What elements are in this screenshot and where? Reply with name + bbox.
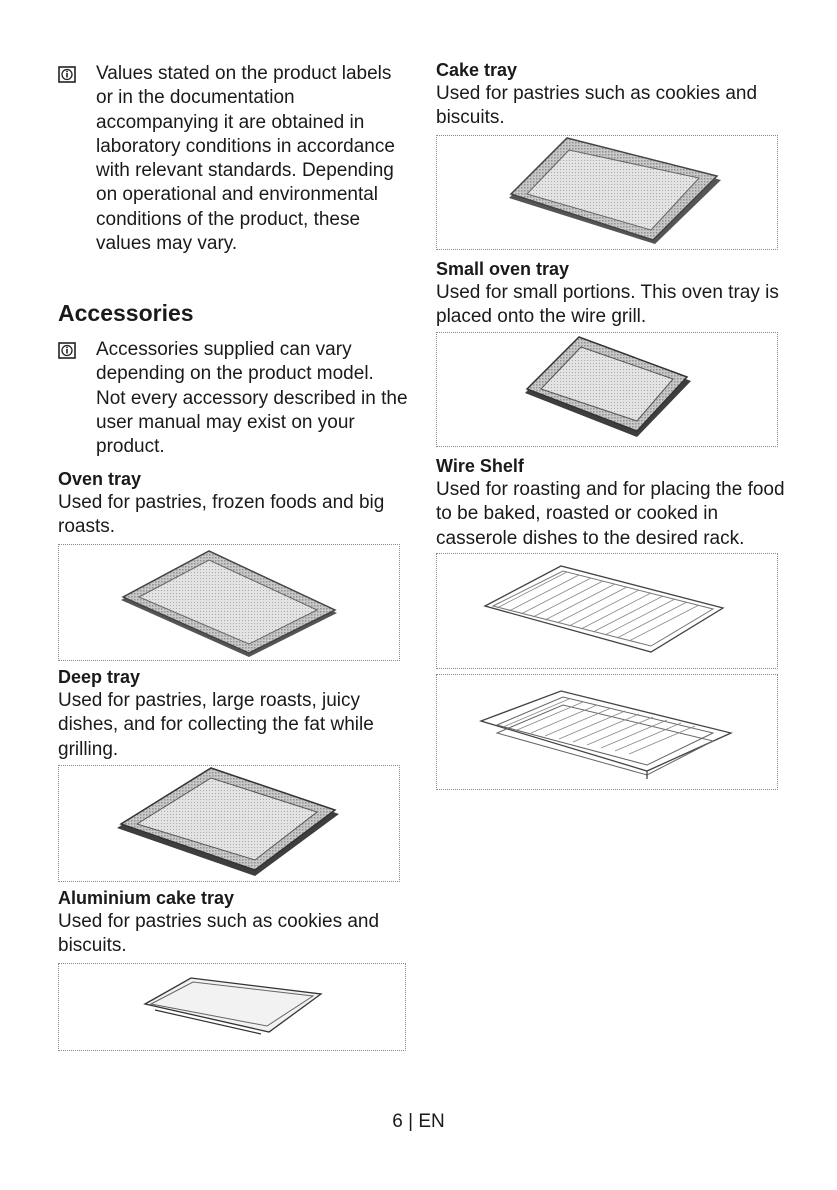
deep-tray-title: Deep tray: [58, 667, 141, 687]
small-tray-desc: Used for small portions. This oven tray is placed onto the wire grill.: [436, 282, 779, 328]
cake-tray-desc: Used for pastries such as cookies and biscuits.: [436, 83, 758, 129]
wire-shelf-title: Wire Shelf: [436, 456, 524, 476]
deep-tray-desc: Used for pastries, large roasts, juicy dishes, and for collecting the fat while grilling.: [58, 690, 374, 760]
info-note-values: [58, 62, 408, 256]
info-note-accessories: [58, 338, 408, 459]
wire-shelf-desc: Used for roasting and for placing the food to be baked, roasted or cooked in casserole dishes to the desired rack.: [436, 479, 785, 549]
cake-tray-title: Cake tray: [436, 60, 518, 80]
oven-tray-section: [58, 467, 410, 540]
deep-tray-image: [58, 765, 400, 882]
oven-tray-image: [58, 544, 400, 661]
info-icon: [58, 342, 76, 359]
cake-tray-image: [436, 135, 778, 250]
oven-tray-title: Oven tray: [58, 469, 142, 489]
info-icon: [58, 66, 76, 83]
page-footer: 6 | EN: [392, 1111, 445, 1132]
deep-tray-section: [58, 665, 410, 762]
oven-tray-desc: Used for pastries, frozen foods and big roasts.: [58, 492, 385, 538]
aluminium-tray-title: Aluminium cake tray: [58, 888, 235, 908]
note-text: Accessories supplied can vary depending on the product model. Not every accessory described in the user manual may exist on your product.: [96, 339, 408, 458]
cake-tray-section: [436, 58, 796, 131]
aluminium-tray-image: [58, 963, 406, 1051]
wire-shelf-image-top: [436, 553, 778, 669]
aluminium-tray-desc: Used for pastries such as cookies and biscuits.: [58, 911, 380, 957]
note-text: Values stated on the product labels or in the documentation accompanying it are obtained in laboratory conditions in accordance with relevant standards. Depending on operational and environmental conditions of the product, these values may vary.: [96, 63, 395, 255]
wire-shelf-section: [436, 454, 796, 551]
accessories-heading: Accessories: [58, 300, 194, 326]
wire-shelf-image-bottom: [436, 674, 778, 790]
small-tray-title: Small oven tray: [436, 259, 570, 279]
small-tray-section: [436, 257, 796, 330]
small-tray-image: [436, 332, 778, 447]
aluminium-tray-section: [58, 886, 410, 959]
